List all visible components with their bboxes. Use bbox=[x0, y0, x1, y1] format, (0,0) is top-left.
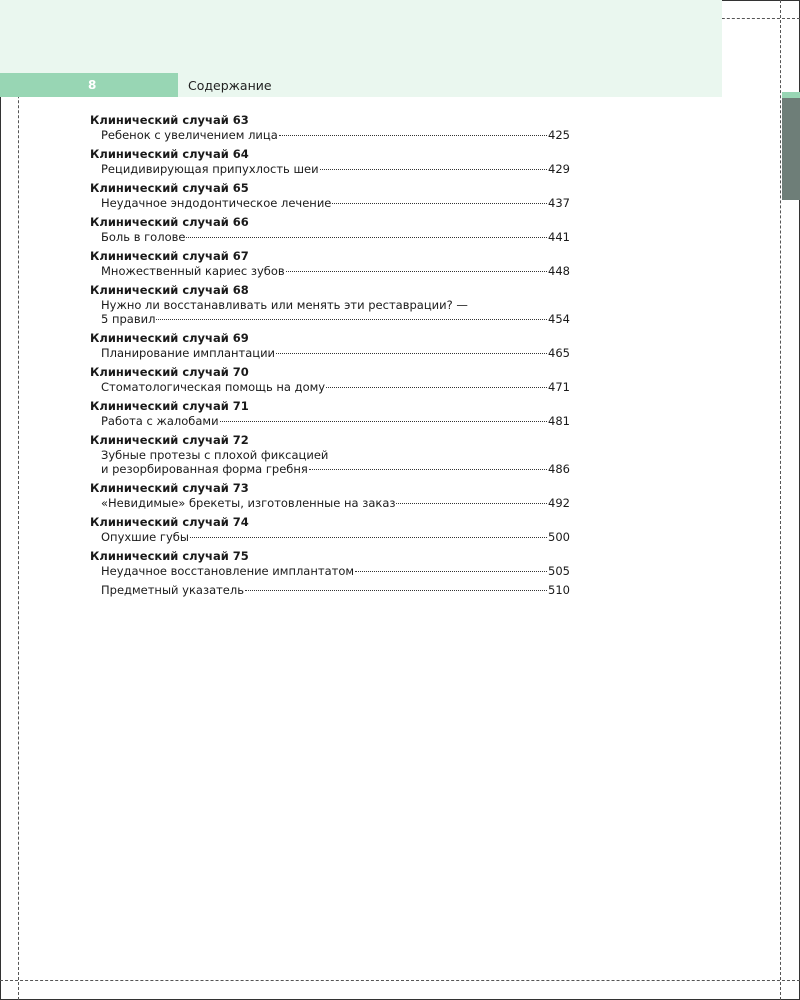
case-subtitle-line: Рецидивирующая припухлость шеи bbox=[101, 162, 319, 176]
case-title: Клинический случай 70 bbox=[90, 365, 249, 379]
toc-entry[interactable] bbox=[90, 249, 570, 278]
toc-line bbox=[101, 380, 570, 394]
case-subtitle-line: Множественный кариес зубов bbox=[101, 264, 285, 278]
case-title: Клинический случай 72 bbox=[90, 433, 249, 447]
page-ref: 437 bbox=[548, 196, 570, 210]
case-title: Клинический случай 63 bbox=[90, 113, 249, 127]
toc-entry[interactable] bbox=[90, 113, 570, 142]
toc-line bbox=[101, 346, 570, 360]
toc-entry[interactable] bbox=[90, 283, 570, 326]
case-title: Клинический случай 69 bbox=[90, 331, 249, 345]
toc-line bbox=[101, 462, 570, 476]
page-ref: 465 bbox=[548, 346, 570, 360]
case-title: Клинический случай 73 bbox=[90, 481, 249, 495]
case-subtitle-line: Ребенок с увеличением лица bbox=[101, 128, 278, 142]
section-title: Содержание bbox=[188, 78, 272, 93]
case-title: Клинический случай 75 bbox=[90, 549, 249, 563]
page-ref: 471 bbox=[548, 380, 570, 394]
toc-entry[interactable] bbox=[90, 433, 570, 476]
toc-entry[interactable] bbox=[90, 331, 570, 360]
dot-leader bbox=[326, 387, 547, 388]
case-subtitle-line: Неудачное восстановление имплантатом bbox=[101, 564, 355, 578]
page-ref: 492 bbox=[548, 496, 570, 510]
dot-leader bbox=[279, 135, 547, 136]
trim-line-left bbox=[18, 0, 19, 1000]
case-title: Клинический случай 65 bbox=[90, 181, 249, 195]
dot-leader bbox=[320, 169, 547, 170]
page-ref: 425 bbox=[548, 128, 570, 142]
page-ref: 448 bbox=[548, 264, 570, 278]
trim-line-bottom bbox=[0, 980, 800, 981]
trim-line-right bbox=[780, 0, 781, 1000]
case-subtitle-line: Стоматологическая помощь на дому bbox=[101, 380, 326, 394]
page-ref: 510 bbox=[548, 583, 570, 597]
toc-line bbox=[101, 162, 570, 176]
case-title: Клинический случай 66 bbox=[90, 215, 249, 229]
toc-entry[interactable] bbox=[90, 181, 570, 210]
toc-line bbox=[101, 264, 570, 278]
toc-line bbox=[101, 312, 570, 326]
page-ref: 486 bbox=[548, 462, 570, 476]
toc-entry-index[interactable] bbox=[90, 583, 570, 597]
case-subtitle-line: Неудачное эндодонтическое лечение bbox=[101, 196, 332, 210]
case-subtitle-line: Опухшие губы bbox=[101, 530, 189, 544]
page-ref: 481 bbox=[548, 414, 570, 428]
case-subtitle-line: Нужно ли восстанавливать или менять эти реставрации? — bbox=[101, 298, 468, 312]
toc-line bbox=[101, 583, 570, 597]
page-ref: 441 bbox=[548, 230, 570, 244]
page-ref: 505 bbox=[548, 564, 570, 578]
index-label: Предметный указатель bbox=[101, 583, 245, 597]
case-title: Клинический случай 68 bbox=[90, 283, 249, 297]
toc-line bbox=[101, 564, 570, 578]
toc-line bbox=[101, 128, 570, 142]
page-number-box bbox=[0, 73, 178, 97]
toc-entry[interactable] bbox=[90, 215, 570, 244]
page-ref: 454 bbox=[548, 312, 570, 326]
case-subtitle-line: Работа с жалобами bbox=[101, 414, 219, 428]
toc-entry[interactable] bbox=[90, 515, 570, 544]
case-title: Клинический случай 74 bbox=[90, 515, 249, 529]
dot-leader bbox=[276, 353, 547, 354]
toc-entry[interactable] bbox=[90, 147, 570, 176]
table-of-contents bbox=[90, 113, 570, 602]
dot-leader bbox=[355, 571, 547, 572]
toc-entry[interactable] bbox=[90, 481, 570, 510]
case-subtitle-line: и резорбированная форма гребня bbox=[101, 462, 308, 476]
case-subtitle-line: Боль в голове bbox=[101, 230, 186, 244]
dot-leader bbox=[220, 421, 547, 422]
toc-entry[interactable] bbox=[90, 365, 570, 394]
dot-leader bbox=[186, 237, 547, 238]
toc-line bbox=[101, 414, 570, 428]
toc-line bbox=[101, 530, 570, 544]
dot-leader bbox=[286, 271, 547, 272]
toc-line bbox=[101, 496, 570, 510]
case-title: Клинический случай 71 bbox=[90, 399, 249, 413]
side-tab bbox=[782, 98, 800, 200]
dot-leader bbox=[245, 590, 547, 591]
page-number: 8 bbox=[88, 78, 97, 92]
case-subtitle-line: Зубные протезы с плохой фиксацией bbox=[101, 448, 329, 462]
case-title: Клинический случай 67 bbox=[90, 249, 249, 263]
dot-leader bbox=[156, 319, 547, 320]
page-ref: 429 bbox=[548, 162, 570, 176]
toc-line bbox=[101, 230, 570, 244]
case-subtitle-line: «Невидимые» брекеты, изготовленные на заказ bbox=[101, 496, 396, 510]
toc-entry[interactable] bbox=[90, 549, 570, 578]
toc-line bbox=[101, 196, 570, 210]
case-subtitle-line: 5 правил bbox=[101, 312, 156, 326]
dot-leader bbox=[332, 203, 547, 204]
case-subtitle-line: Планирование имплантации bbox=[101, 346, 276, 360]
dot-leader bbox=[309, 469, 547, 470]
case-title: Клинический случай 64 bbox=[90, 147, 249, 161]
dot-leader bbox=[190, 537, 547, 538]
toc-entry[interactable] bbox=[90, 399, 570, 428]
page-ref: 500 bbox=[548, 530, 570, 544]
dot-leader bbox=[396, 503, 547, 504]
